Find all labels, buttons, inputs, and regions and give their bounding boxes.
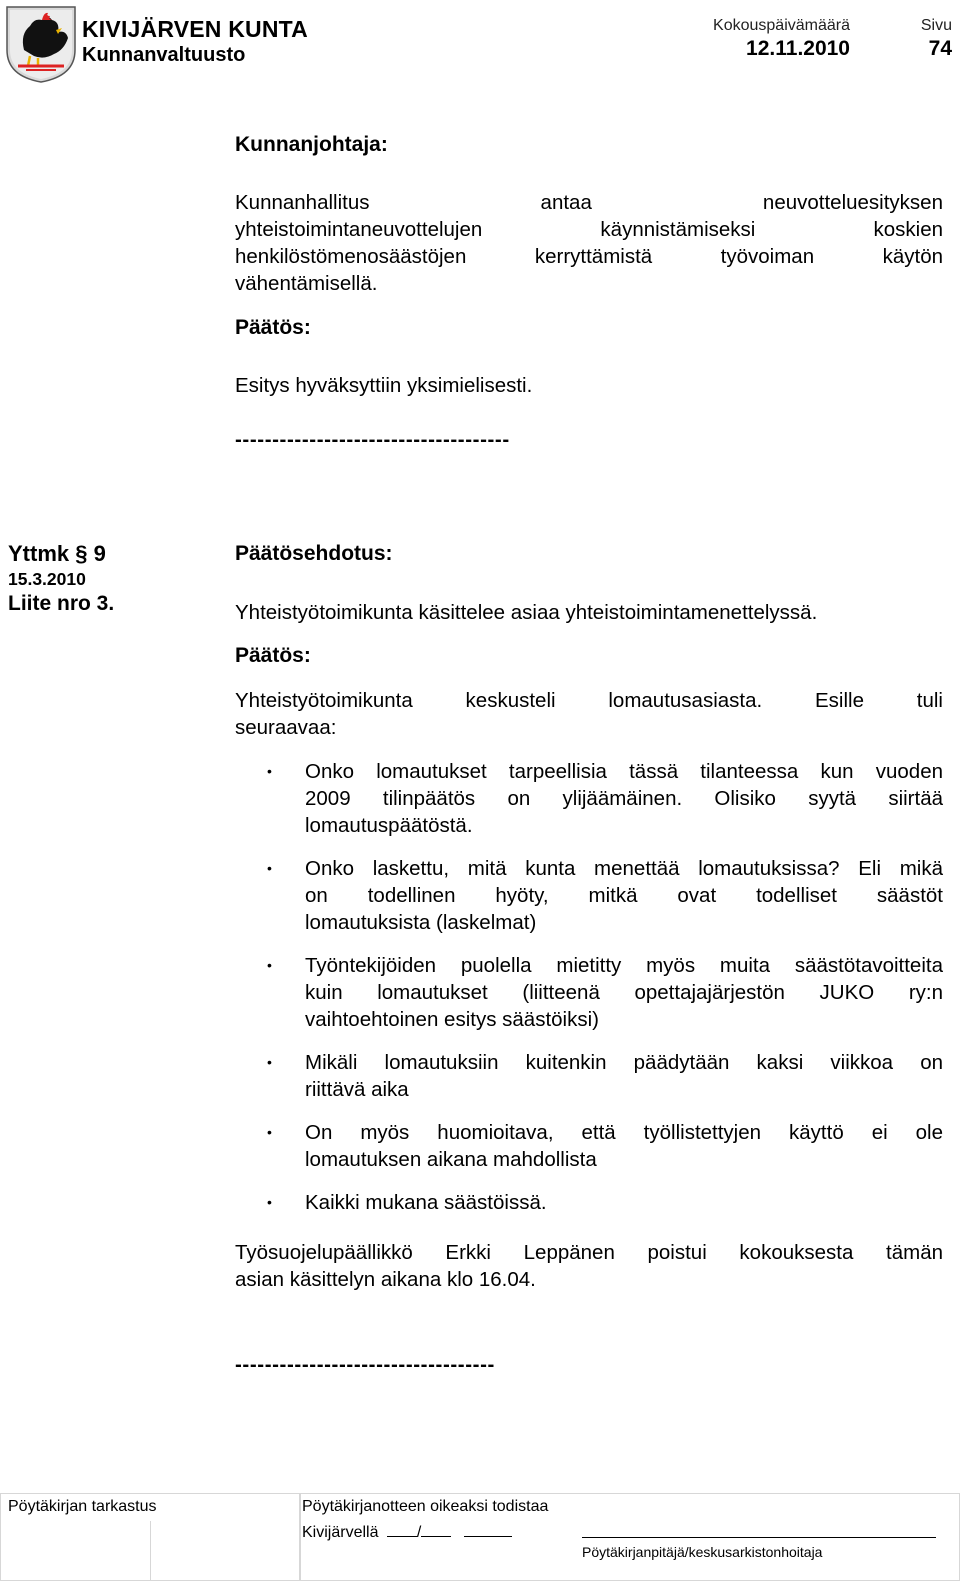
list-item <box>235 952 943 1033</box>
paragraph-line: asian käsittelyn aikana klo 16.04. <box>235 1268 536 1291</box>
paragraph-line: Kunnanhallitus antaa neuvotteluesityksen <box>235 191 943 214</box>
list-item-line: lomautuksen aikana mahdollista <box>305 1148 597 1171</box>
paragraph-line: vähentämisellä. <box>235 272 378 295</box>
bullet-icon: • <box>267 957 272 973</box>
attachment-reference: Liite nro 3. <box>8 592 115 615</box>
bullet-icon: • <box>267 1194 272 1210</box>
closing-paragraph <box>235 1239 943 1293</box>
reference-title: Yttmk § 9 <box>8 541 106 566</box>
review-label: Pöytäkirjan tarkastus <box>8 1498 157 1515</box>
meeting-date-label: Kokouspäivämäärä <box>713 17 850 34</box>
place-date-line <box>302 1520 512 1542</box>
decision-text: Esitys hyväksyttiin yksimielisesti. <box>235 374 533 397</box>
separator-line: ----------------------------------- <box>235 1353 495 1376</box>
signer-role: Pöytäkirjanpitäjä/keskusarkistonhoitaja <box>582 1544 823 1560</box>
paragraph-line: yhteistoimintaneuvottelujen käynnistämiseksi koskien <box>235 218 943 241</box>
list-item-line: 2009 tilinpäätös on ylijäämäinen. Olisiko syytä siirtää <box>305 787 943 810</box>
list-item-line: riittävä aika <box>305 1078 409 1101</box>
meeting-date: 12.11.2010 <box>746 37 850 60</box>
bullet-icon: • <box>267 1054 272 1070</box>
separator-line: ------------------------------------- <box>235 428 510 451</box>
decision-paragraph <box>235 687 943 741</box>
organization-unit: Kunnanvaltuusto <box>82 44 246 66</box>
decision-label: Päätös: <box>235 644 311 667</box>
paragraph-line: Työsuojelupäällikkö Erkki Leppänen poistui kokouksesta tämän <box>235 1241 943 1264</box>
list-item <box>235 758 943 839</box>
list-item <box>235 855 943 936</box>
list-item-line: Onko laskettu, mitä kunta menettää lomautuksissa? Eli mikä <box>305 857 943 880</box>
list-item-line: lomautuspäätöstä. <box>305 814 473 837</box>
proposal-paragraph <box>235 189 943 297</box>
year-blank <box>464 1520 512 1537</box>
list-item <box>235 1049 943 1103</box>
month-blank <box>421 1520 451 1537</box>
bullet-icon: • <box>267 860 272 876</box>
decision-label: Päätös: <box>235 316 311 339</box>
page-label: Sivu <box>920 17 952 34</box>
bullet-icon: • <box>267 763 272 779</box>
paragraph-line: Yhteistyötoimikunta keskusteli lomautusasiasta. Esille tuli <box>235 689 943 712</box>
section-heading-kunnanjohtaja: Kunnanjohtaja: <box>235 133 388 156</box>
list-item-line: lomautuksista (laskelmat) <box>305 911 537 934</box>
discussion-bullet-list <box>235 758 943 1232</box>
reference-date: 15.3.2010 <box>8 569 86 589</box>
footer-cell-review-sub <box>150 1521 300 1581</box>
date-separator: / <box>416 1524 422 1541</box>
page-number: 74 <box>928 37 952 60</box>
certify-label: Pöytäkirjanotteen oikeaksi todistaa <box>302 1498 549 1515</box>
list-item <box>235 1119 943 1173</box>
list-item-line: Onko lomautukset tarpeellisia tässä tilanteessa kun vuoden <box>305 760 943 783</box>
signature-line <box>582 1537 936 1538</box>
list-item <box>235 1189 943 1216</box>
paragraph-line: henkilöstömenosäästöjen kerryttämistä työvoiman käytön <box>235 245 943 268</box>
proposal-text: Yhteistyötoimikunta käsittelee asiaa yhteistoimintamenettelyssä. <box>235 601 818 624</box>
list-item-line: Työntekijöiden puolella mietitty myös muita säästötavoitteita <box>305 954 943 977</box>
list-item-line: Kaikki mukana säästöissä. <box>305 1191 547 1214</box>
organization-name: KIVIJÄRVEN KUNTA <box>82 16 308 42</box>
paragraph-line: seuraavaa: <box>235 716 337 739</box>
list-item-line: On myös huomioitava, että työllistettyjen käyttö ei ole <box>305 1121 943 1144</box>
list-item-line: Mikäli lomautuksiin kuitenkin päädytään kaksi viikkoa on <box>305 1051 943 1074</box>
list-item-line: kuin lomautukset (liitteenä opettajajärjestön JUKO ry:n <box>305 981 943 1004</box>
list-item-line: on todellinen hyöty, mitkä ovat todelliset säästöt <box>305 884 943 907</box>
coat-of-arms-logo <box>4 4 78 84</box>
proposal-label: Päätösehdotus: <box>235 542 393 565</box>
day-blank <box>387 1520 417 1537</box>
bullet-icon: • <box>267 1124 272 1140</box>
place-label: Kivijärvellä <box>302 1524 379 1541</box>
list-item-line: vaihtoehtoinen esitys säästöiksi) <box>305 1008 599 1031</box>
